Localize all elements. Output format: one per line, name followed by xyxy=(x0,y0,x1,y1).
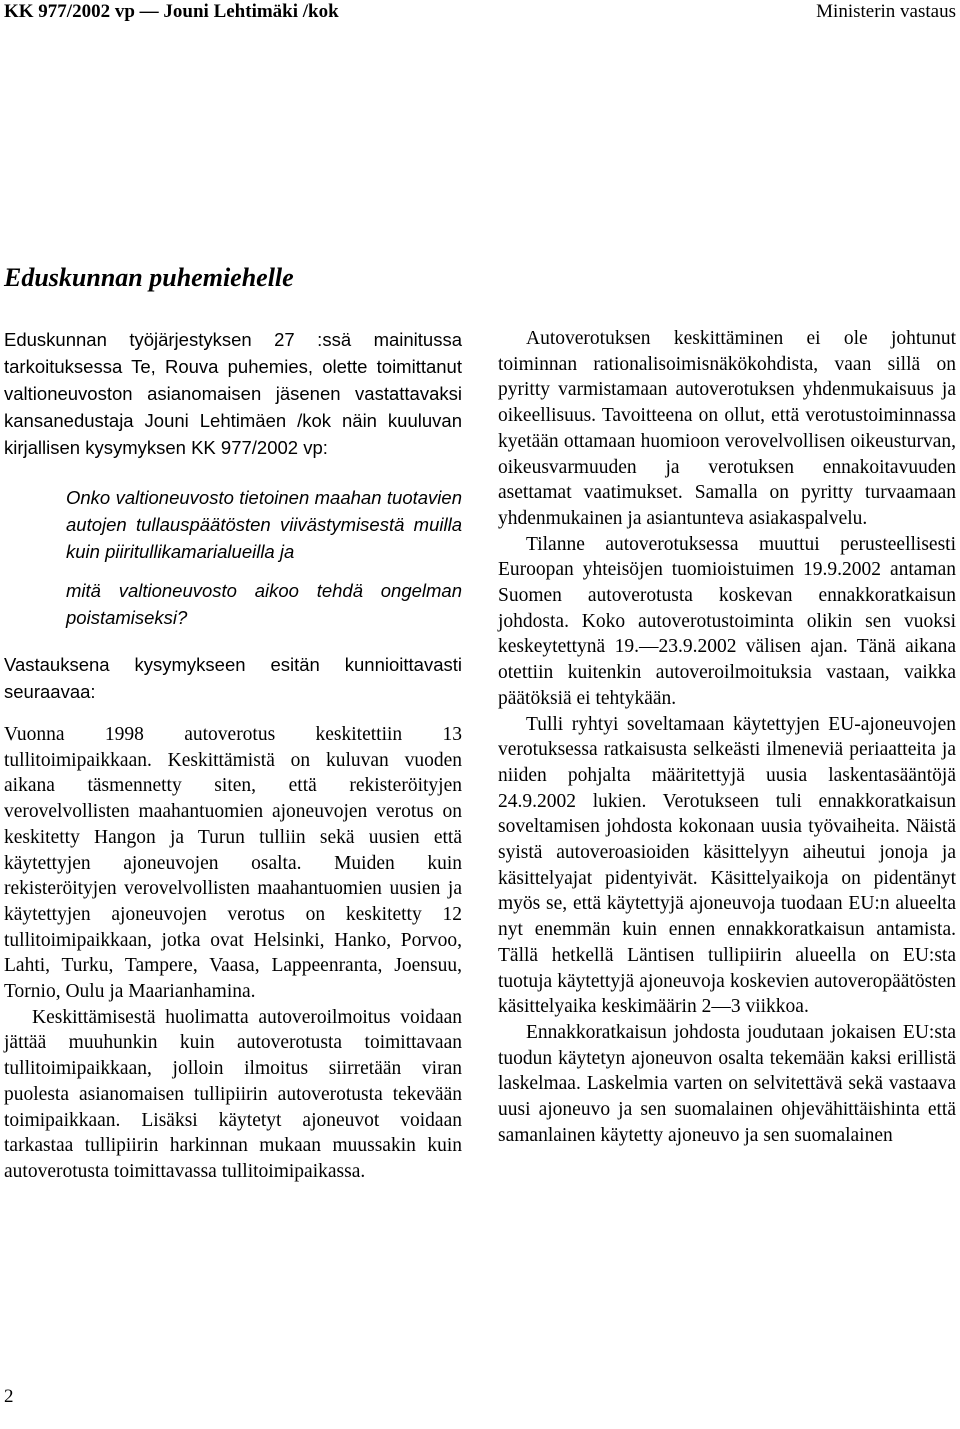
left-column xyxy=(4,326,462,1185)
header-document-id: KK 977/2002 vp — Jouni Lehtimäki /kok xyxy=(4,1,339,22)
right-paragraph-1: Autoverotuksen keskittäminen ei ole johtunut toiminnan rationalisoimisnäkökohdista, vaan sillä on pyritty varmistamaan autoverotuksen yhdenmukaisuus ja oikeellisuus. Tavoitteena on ollut, että verotustoiminnassa kyetään ottamaan huomioon verovelvollisen oikeusturvan, oikeusvarmuuden ja verotuksen ennakoitavuuden asettamat vaatimukset. Samalla on pyritty turvaamaan yhdenmukainen ja asiantunteva asiakaspalvelu. xyxy=(498,328,956,529)
question-1: Onko valtioneuvosto tietoinen maahan tuotavien autojen tullauspäätösten viivästymisestä muilla kuin piiritullikamarialueilla ja xyxy=(66,487,462,562)
header-section-title: Ministerin vastaus xyxy=(816,1,956,22)
question-2: mitä valtioneuvosto aikoo tehdä ongelman poistamiseksi? xyxy=(66,580,462,628)
page-number: 2 xyxy=(4,1386,14,1407)
page-header xyxy=(4,0,956,26)
right-column xyxy=(498,326,956,1149)
answer-intro: Vastauksena kysymykseen esitän kunnioittavasti seuraavaa: xyxy=(4,654,462,702)
right-paragraph-2: Tilanne autoverotuksessa muuttui perusteellisesti Euroopan yhteisöjen tuomioistuimen 19.9.2002 antaman Suomen autoverotusta koskevan ennakkoratkaisun johdosta. Koko autoverotustoiminta olikin sen vuoksi keskeytettynä 19.—23.9.2002 välisen ajan. Tänä aikana otettiin kuitenkin autoveroilmoituksia vastaan, vaikka päätöksiä ei tehtykään. xyxy=(498,533,956,709)
right-paragraph-4: Ennakkoratkaisun johdosta joudutaan jokaisen EU:sta tuodun käytetyn ajoneuvon osalta tekemään kaksi erillistä laskelmaa. Laskelmia varten on selvitettävä sekä vastaava uusi ajoneuvo ja sen suomalainen ohjevähittäishinta että samanlainen käytetty ajoneuvo ja sen suomalainen xyxy=(498,1021,956,1146)
right-paragraph-3: Tulli ryhtyi soveltamaan käytettyjen EU-ajoneuvojen verotuksessa ratkaisusta selkeästi ilmeneviä periaatteita ja niiden pohjalta määritettyjä uusia laskentasääntöjä 24.9.2002 lukien. Verotukseen tuli ennakkoratkaisun soveltamisen johdosta kokonaan uusia työvaiheita. Näistä syistä autoveroasioiden käsittelyyn aiheutui jonoja ja käsittelyajat pidentyivät. Käsittelyaikoja on pidentänyt myös se, että käytettyjä ajoneuvoja tuodaan EU:n alueelta nyt enemmän kuin ennen ennakkoratkaisun antamista. Tällä hetkellä Läntisen tullipiirin alueella on EU:sta tuotuja käytettyjä ajoneuvoja koskevien autoveropäätösten käsittelyaika keskimäärin 2—3 viikkoa. xyxy=(498,713,956,1018)
answer-paragraph-2: Keskittämisestä huolimatta autoveroilmoitus voidaan jättää muuhunkin kuin autoverotusta toimittavaan tullitoimipaikkaan, jolloin ilmoitus siirretään viran puolesta asianomaisen tullipiirin autoverotusta tekevään toimipaikkaan. Lisäksi käytetyt ajoneuvot voidaan tarkastaa tullipiirin harkinnan mukaan muussakin kuin autoverotusta toimittavassa tullitoimipaikassa. xyxy=(4,1006,462,1182)
intro-paragraph: Eduskunnan työjärjestyksen 27 :ssä mainitussa tarkoituksessa Te, Rouva puhemies, olette toimittanut valtioneuvoston asianomaisen jäsenen vastattavaksi kansanedustaja Jouni Lehtimäen /kok näin kuuluvan kirjallisen kysymyksen KK 977/2002 vp: xyxy=(4,329,462,458)
answer-paragraph-1: Vuonna 1998 autoverotus keskitettiin 13 tullitoimipaikkaan. Keskittämistä on kuluvan vuoden aikana täsmennetty siten, että rekisteröityjen verovelvollisten maahantuomien ajoneuvojen verotus on keskitetty Hangon ja Turun tulliin sekä uusien että käytettyjen ajoneuvojen osalta. Muiden kuin rekisteröityjen verovelvollisten maahantuomien uusien ja käytettyjen ajoneuvojen verotus on keskitetty 12 tullitoimipaikkaan, jotka ovat Helsinki, Hanko, Porvoo, Lahti, Turku, Tampere, Vaasa, Lappeenranta, Joensuu, Tornio, Oulu ja Maarianhamina. xyxy=(4,724,462,1003)
addressee-heading: Eduskunnan puhemiehelle xyxy=(4,263,294,292)
